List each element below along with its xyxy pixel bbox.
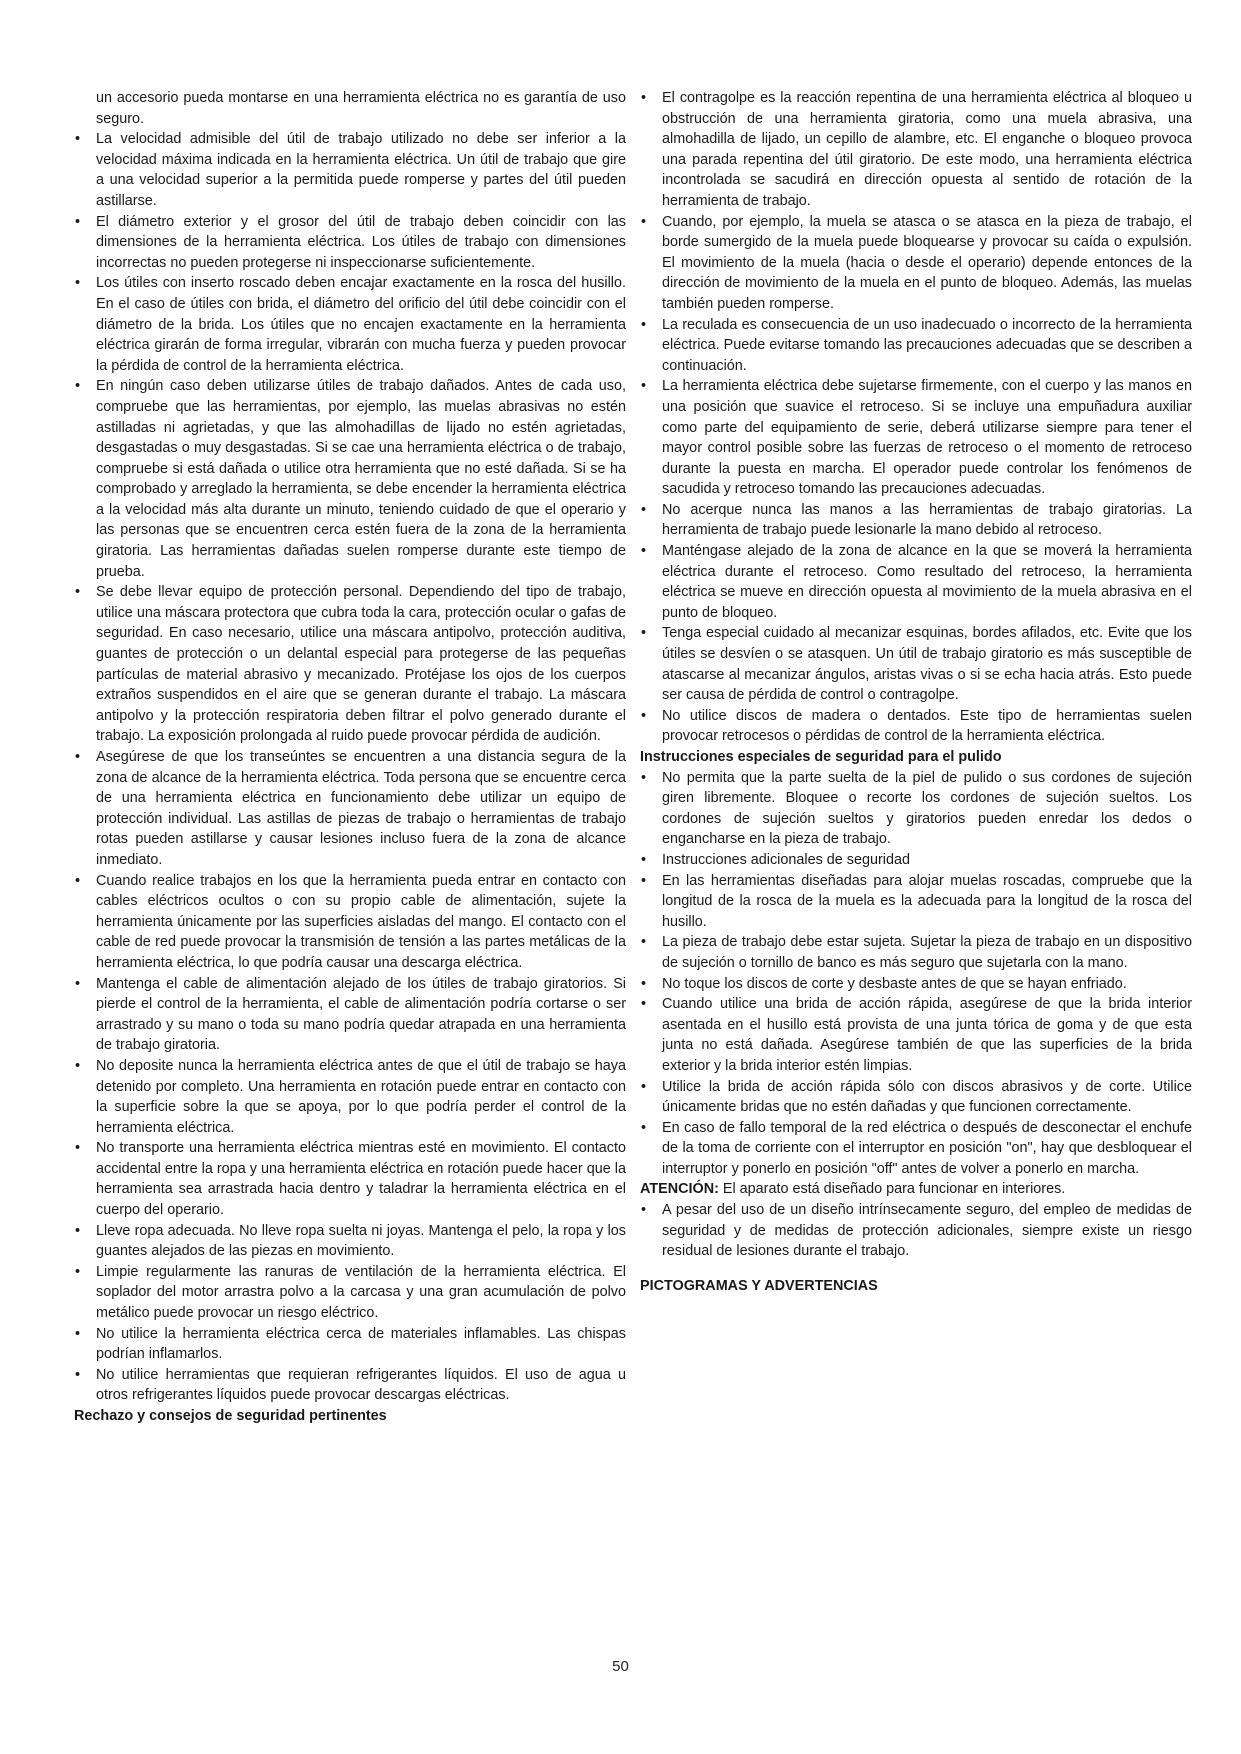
left-bullet-list	[74, 129, 626, 1406]
bullet-dot-icon: •	[75, 131, 81, 148]
list-item: • El diámetro exterior y el grosor del útil de trabajo deben coincidir con las dimensiones de la herramienta eléctrica. Los útiles de trabajo con dimensiones incorrectas no pueden protegerse ni inspeccionarse suficientemente.	[75, 213, 626, 271]
bullet-dot-icon: •	[641, 501, 647, 518]
bullet-dot-icon: •	[75, 1366, 81, 1383]
list-item: • Los útiles con inserto roscado deben encajar exactamente en la rosca del husillo. En el caso de útiles con brida, el diámetro del orificio del útil debe coincidir con el diámetro de la brida. Los útiles que no encajen exactamente en la herramienta eléctrica girarán de forma irregular, vibrarán con mucha fuerza y pueden provocar la pérdida de control de la herramienta eléctrica.	[75, 275, 626, 374]
bullet-dot-icon: •	[641, 975, 647, 992]
list-item: • Cuando, por ejemplo, la muela se atasca o se atasca en la pieza de trabajo, el borde sumergido de la muela puede bloquearse y provocar su caída o expulsión. El movimiento de la muela (hacia o desde el operario) depende entonces de la dirección de movimiento de la muela en el punto de bloqueo. Además, las muelas también pueden romperse.	[641, 213, 1192, 312]
list-item: • Cuando realice trabajos en los que la herramienta pueda entrar en contacto con cables eléctricos ocultos o con su propio cable de alimentación, sujete la herramienta únicamente por las superficies aisladas del mango. El contacto con el cable de red puede provocar la transmisión de tensión a las partes metálicas de la herramienta eléctrica, lo que podría causar una descarga eléctrica.	[75, 872, 626, 971]
list-item: • Cuando utilice una brida de acción rápida, asegúrese de que la brida interior asentada en el husillo está provista de una junta tórica de goma y de que esta junta no está dañada. Asegúrese también de que las superficies de la brida exterior y la brida interior estén limpias.	[641, 996, 1192, 1074]
list-item: • Tenga especial cuidado al mecanizar esquinas, bordes afilados, etc. Evite que los útiles se desvíen o se atasquen. Un útil de trabajo giratorio es más susceptible de atascarse al mecanizar ángulos, aristas vivas o si se echa hacia atrás. Esto puede ser causa de pérdida de control o contragolpe.	[641, 625, 1192, 704]
list-item: • Asegúrese de que los transeúntes se encuentren a una distancia segura de la zona de alcance de la herramienta eléctrica. Toda persona que se encuentre cerca de una herramienta eléctrica en funcionamiento debe utilizar un equipo de protección individual. Las astillas de piezas de trabajo o herramientas de trabajo rotas pueden astillarse y causar lesiones incluso fuera de la zona de alcance inmediato.	[75, 749, 626, 868]
bullet-dot-icon: •	[75, 1222, 81, 1239]
list-item: • Lleve ropa adecuada. No lleve ropa suelta ni joyas. Mantenga el pelo, la ropa y los guantes alejados de las piezas en movimiento.	[75, 1222, 626, 1260]
list-item: • Utilice la brida de acción rápida sólo con discos abrasivos y de corte. Utilice únicamente bridas que no estén dañadas y que funcionen correctamente.	[641, 1078, 1192, 1116]
bullet-dot-icon: •	[641, 90, 647, 106]
list-item: • La pieza de trabajo debe estar sujeta. Sujetar la pieza de trabajo en un dispositivo de sujeción o tornillo de banco es más seguro que sujetarla con la mano.	[641, 934, 1192, 971]
bullet-dot-icon: •	[75, 1140, 81, 1157]
bullet-dot-icon: •	[641, 851, 647, 868]
bullet-dot-icon: •	[75, 1263, 81, 1280]
right-column	[640, 88, 1192, 1296]
list-item: • No transporte una herramienta eléctrica mientras esté en movimiento. El contacto accidental entre la ropa y una herramienta eléctrica en rotación puede hacer que la herramienta sea arrastrada hacia dentro y taladrar la herramienta eléctrica en el cuerpo del operario.	[75, 1140, 626, 1219]
bullet-dot-icon: •	[75, 872, 81, 889]
page-number: 50	[612, 1658, 629, 1675]
left-column	[74, 88, 626, 1427]
list-item: • No toque los discos de corte y desbaste antes de que se hayan enfriado.	[640, 974, 1192, 995]
list-item: • En caso de fallo temporal de la red eléctrica o después de desconectar el enchufe de la toma de corriente con el interruptor en posición "on", hay que desbloquear el interruptor y ponerlo en posición "off" antes de volver a ponerlo en marcha.	[641, 1119, 1192, 1177]
list-item: • La reculada es consecuencia de un uso inadecuado o incorrecto de la herramienta eléctrica. Puede evitarse tomando las precauciones adecuadas que se describen a continuación.	[641, 316, 1192, 374]
right-bullet-list-kickback	[640, 88, 1192, 747]
list-item: • Mantenga el cable de alimentación alejado de los útiles de trabajo giratorios. Si pierde el control de la herramienta, el cable de alimentación podría cortarse o ser arrastrado y su mano o toda su mano podría quedar atrapada en una herramienta de trabajo giratoria.	[75, 975, 626, 1054]
continuation-paragraph: un accesorio pueda montarse en una herramienta eléctrica no es garantía de uso seguro.	[96, 90, 626, 127]
bullet-dot-icon: •	[75, 749, 81, 765]
list-item: • A pesar del uso de un diseño intrínsecamente seguro, del empleo de medidas de seguridad y de medidas de protección adicionales, siempre existe un riesgo residual de lesiones durante el trabajo.	[641, 1202, 1192, 1260]
bullet-dot-icon: •	[641, 769, 647, 786]
attention-label: ATENCIÓN:	[640, 1181, 719, 1198]
bullet-dot-icon: •	[641, 996, 647, 1013]
list-item: • No utilice herramientas que requieran refrigerantes líquidos. El uso de agua u otros refrigerantes líquidos puede provocar descargas eléctricas.	[75, 1366, 626, 1404]
bullet-dot-icon: •	[641, 625, 647, 642]
bullet-dot-icon: •	[75, 378, 81, 395]
bullet-dot-icon: •	[641, 1078, 647, 1095]
bullet-dot-icon: •	[641, 213, 647, 230]
list-item: • Se debe llevar equipo de protección personal. Dependiendo del tipo de trabajo, utilice una máscara protectora que cubra toda la cara, protección ocular o gafas de seguridad. En caso necesario, utilice una máscara antipolvo, protección auditiva, guantes de protección o un delantal especial para protegerse de las pequeñas partículas de material abrasivo y mecanizado. Protéjase los ojos de los cuerpos extraños suspendidos en el aire que se generan durante el trabajo. La máscara antipolvo y la protección respiratoria deben filtrar el polvo generado durante el trabajo. La exposición prolongada al ruido puede provocar pérdida de audición.	[75, 584, 626, 745]
list-item: • En ningún caso deben utilizarse útiles de trabajo dañados. Antes de cada uso, compruebe que las herramientas, por ejemplo, las muelas abrasivas no estén astilladas ni agrietadas, y que las almohadillas de lijado no estén agrietadas, desgastadas o muy desgastadas. Si se cae una herramienta eléctrica o de trabajo, compruebe si está dañada o utilice otra herramienta que no esté dañada. Si se ha comprobado y arreglado la herramienta, se debe encender la herramienta eléctrica a la velocidad más alta durante un minuto, teniendo cuidado de que el operario y las personas que se encuentren cerca estén fuera de la zona de la herramienta giratoria. Las herramientas dañadas suelen romperse durante este tiempo de prueba.	[75, 378, 626, 580]
bullet-dot-icon: •	[641, 543, 647, 560]
bullet-dot-icon: •	[75, 1325, 81, 1342]
list-item: • La herramienta eléctrica debe sujetarse firmemente, con el cuerpo y las manos en una posición que suavice el retroceso. Si se incluye una empuñadura auxiliar como parte del equipamiento de serie, deberá utilizarse siempre para tener el mayor control posible sobre las fuerzas de retroceso o el momento de retroceso durante la puesta en marcha. El operador puede controlar los fenómenos de sacudida y retroceso tomando las precauciones adecuadas.	[641, 378, 1192, 498]
right-bullet-list-residual	[640, 1200, 1192, 1262]
bullet-dot-icon: •	[641, 316, 647, 333]
bullet-dot-icon: •	[641, 1119, 647, 1136]
bullet-dot-icon: •	[641, 934, 647, 951]
bullet-dot-icon: •	[641, 1202, 647, 1219]
bullet-dot-icon: •	[75, 213, 81, 230]
section-heading-pulido: Instrucciones especiales de seguridad para el pulido	[640, 749, 1002, 765]
bullet-dot-icon: •	[641, 707, 647, 724]
list-item: • No acerque nunca las manos a las herramientas de trabajo giratorias. La herramienta de trabajo puede lesionarle la mano debido al retroceso.	[641, 501, 1192, 539]
bullet-dot-icon: •	[75, 584, 81, 601]
list-item: • No deposite nunca la herramienta eléctrica antes de que el útil de trabajo se haya detenido por completo. Una herramienta en rotación puede entrar en contacto con la superficie sobre la que se apoya, por lo que podría perder el control de la herramienta eléctrica.	[75, 1057, 626, 1136]
attention-text: El aparato está diseñado para funcionar en interiores.	[718, 1181, 1066, 1198]
bullet-dot-icon: •	[75, 1057, 81, 1074]
list-item: • La velocidad admisible del útil de trabajo utilizado no debe ser inferior a la velocidad máxima indicada en la herramienta eléctrica. Un útil de trabajo que gire a una velocidad superior a la permitida puede romperse y partes del útil pueden astillarse.	[75, 131, 626, 209]
bullet-dot-icon: •	[75, 975, 81, 992]
list-item: • Manténgase alejado de la zona de alcance en la que se moverá la herramienta eléctrica durante el retroceso. Como resultado del retroceso, la herramienta eléctrica se mueve en dirección opuesta al movimiento de la muela abrasiva en el punto de bloqueo.	[641, 543, 1192, 621]
section-heading-pictogramas: PICTOGRAMAS Y ADVERTENCIAS	[640, 1277, 878, 1294]
attention-note	[640, 1179, 1192, 1200]
bullet-dot-icon: •	[641, 378, 647, 395]
list-item: • No permita que la parte suelta de la piel de pulido o sus cordones de sujeción giren libremente. Bloquee o recorte los cordones de sujeción sueltos. Los cordones de sujeción sueltos y giratorios pueden enredar los dedos o engancharse en la pieza de trabajo.	[641, 769, 1192, 848]
right-bullet-list-pulido	[640, 768, 1192, 1180]
list-item: • No utilice discos de madera o dentados. Este tipo de herramientas suelen provocar retrocesos o pérdidas de control de la herramienta eléctrica.	[641, 707, 1192, 745]
bullet-dot-icon: •	[75, 275, 81, 292]
section-heading-rechazo: Rechazo y consejos de seguridad pertinentes	[74, 1408, 387, 1424]
bullet-dot-icon: •	[641, 872, 647, 889]
list-item: • Instrucciones adicionales de seguridad	[640, 850, 1192, 871]
list-item: • No utilice la herramienta eléctrica cerca de materiales inflamables. Las chispas podrían inflamarlos.	[75, 1325, 626, 1363]
list-item: • En las herramientas diseñadas para alojar muelas roscadas, compruebe que la longitud de la rosca de la muela es la adecuada para la longitud de la rosca del husillo.	[641, 872, 1192, 930]
list-item: • El contragolpe es la reacción repentina de una herramienta eléctrica al bloqueo u obstrucción de una herramienta giratoria, como una muela abrasiva, una almohadilla de lijado, un cepillo de alambre, etc. El enganche o bloqueo provoca una parada repentina del útil giratorio. De este modo, una herramienta eléctrica incontrolada se sacudirá en dirección opuesta al sentido de rotación de la herramienta de trabajo.	[641, 90, 1192, 209]
list-item: • Limpie regularmente las ranuras de ventilación de la herramienta eléctrica. El soplador del motor arrastra polvo a la carcasa y una gran acumulación de polvo metálico puede provocar un riesgo eléctrico.	[75, 1263, 626, 1322]
